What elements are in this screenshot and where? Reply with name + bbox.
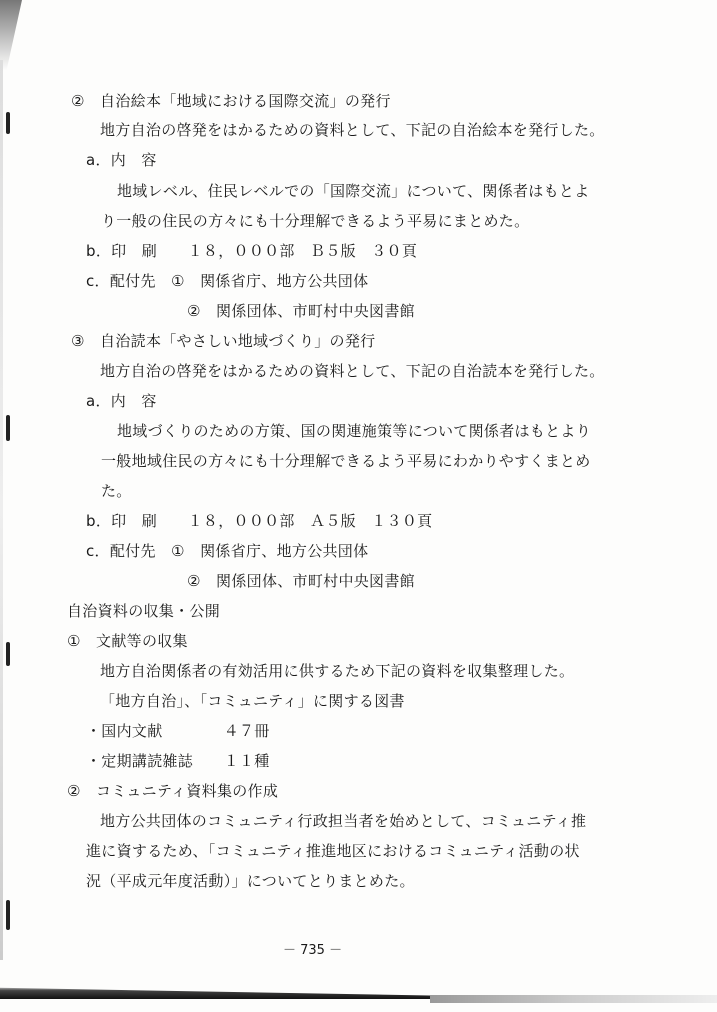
distribution-line: c．配付先 ① 関係省庁、地方公共団体 (86, 272, 369, 290)
paragraph-line: 進に資するため、「コミュニティ推進地区におけるコミュニティ活動の状 (86, 842, 580, 860)
section-heading: ② 自治絵本「地域における国際交流」の発行 (71, 92, 391, 110)
paragraph-line: 地方自治の啓発をはかるための資料として、下記の自治読本を発行した。 (100, 362, 605, 380)
paragraph-line: 況（平成元年度活動）」についてとりまとめた。 (86, 872, 415, 890)
section-title: 自治資料の収集・公開 (67, 602, 221, 620)
distribution-line: c．配付先 ① 関係省庁、地方公共団体 (86, 542, 369, 560)
list-item: ・定期講読雑誌 １１種 (86, 752, 270, 770)
binder-hole-mark (6, 642, 10, 666)
scan-shadow-top-left (0, 0, 22, 70)
print-info: b．印 刷 １８，０００部 Ｂ５版 ３０頁 (86, 242, 418, 260)
paragraph-line: 地域づくりのための方策、国の関連施策等について関係者はもとより (117, 422, 592, 440)
binder-hole-mark (6, 112, 10, 134)
page-number: － 735 － (283, 943, 343, 958)
paragraph-line: 一般地域住民の方々にも十分理解できるよう平易にわかりやすくまとめ (101, 452, 591, 470)
item-heading: a．内 容 (86, 151, 157, 169)
section-heading: ② コミュニティ資料集の作成 (67, 782, 279, 800)
paragraph-line: 地方公共団体のコミュニティ行政担当者を始めとして、コミュニティ推 (100, 812, 587, 830)
scan-shadow-bottom (0, 985, 430, 999)
scan-shadow-bottom-right (430, 995, 717, 1003)
paragraph-line: 地域レベル、住民レベルでの「国際交流」について、関係者はもとよ (117, 182, 590, 200)
section-heading: ③ 自治読本「やさしい地域づくり」の発行 (71, 332, 376, 350)
list-item: ・国内文献 ４７冊 (86, 722, 270, 740)
paragraph-line: り一般の住民の方々にも十分理解できるよう平易にまとめた。 (101, 212, 530, 230)
scan-shadow-left-edge (0, 60, 3, 960)
paragraph-line: 地方自治の啓発をはかるための資料として、下記の自治絵本を発行した。 (100, 121, 605, 139)
paragraph-line: 「地方自治」、「コミュニティ」に関する図書 (100, 692, 405, 710)
distribution-line: ② 関係団体、市町村中央図書館 (187, 572, 415, 590)
item-heading: a．内 容 (86, 392, 157, 410)
paragraph-line: た。 (101, 482, 132, 500)
paragraph-line: 地方自治関係者の有効活用に供するため下記の資料を収集整理した。 (100, 662, 575, 680)
distribution-line: ② 関係団体、市町村中央図書館 (187, 302, 415, 320)
binder-hole-mark (6, 415, 10, 441)
section-heading: ① 文献等の収集 (67, 632, 188, 650)
binder-hole-mark (6, 900, 10, 930)
print-info: b．印 刷 １８，０００部 Ａ５版 １３０頁 (86, 512, 433, 530)
